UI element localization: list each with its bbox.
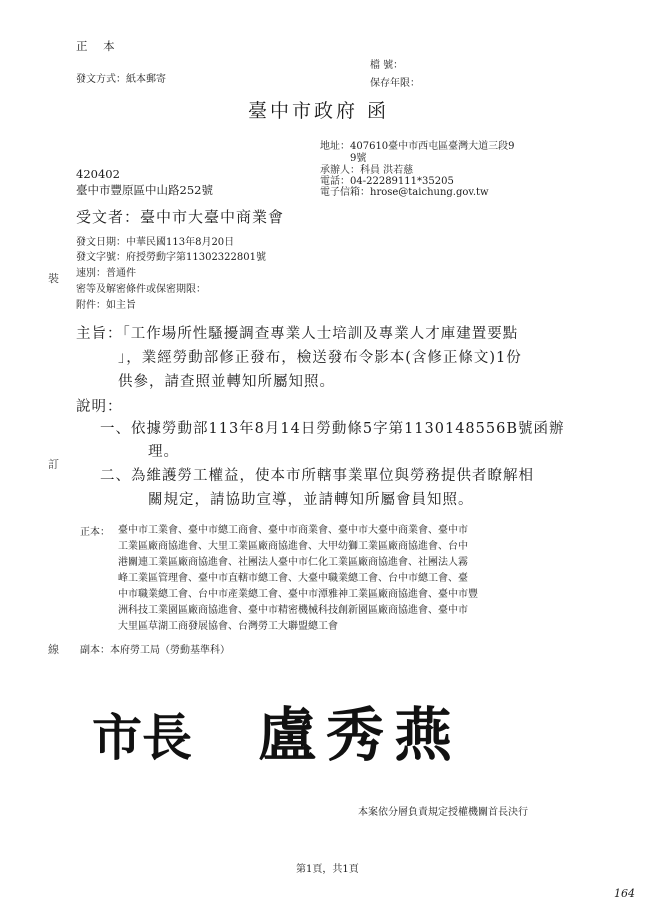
send-method: 發文方式：紙本郵寄 (76, 74, 166, 85)
secrecy: 密等及解密條件或保密期限： (76, 284, 206, 295)
mayor-name-signature: 盧秀燕 (258, 701, 463, 769)
retention-label: 保存年限： (370, 78, 420, 89)
sender-address: 地址：407610臺中市西屯區臺灣大道三段9 (320, 141, 515, 152)
phone: 電話：04-22289111*35205 (320, 176, 454, 187)
sender-address-cont: 9號 (350, 153, 367, 164)
main-recipients-line: 工業區廠商協進會、大里工業區廠商協進會、大甲幼獅工業區廠商協進會、台中 (118, 541, 468, 552)
recipient-street: 臺中市豐原區中山路252號 (76, 183, 213, 197)
copy-type: 正 本 (76, 39, 121, 53)
copy-recipients: 副本：本府勞工局（勞動基準科） (80, 645, 230, 656)
subject-line-2: 」，業經勞動部修正發布，檢送發布令影本(含修正條文)1份 (118, 350, 522, 366)
mayor-title-signature: 市長 (92, 708, 192, 767)
addressee: 受文者：臺中市大臺中商業會 (76, 208, 285, 226)
document-title: 臺中市政府 函 (248, 100, 390, 122)
attachment: 附件：如主旨 (76, 300, 136, 311)
document-number: 發文字號：府授勞動字第11302322801號 (76, 252, 266, 263)
binding-mark-bottom: 線 (48, 643, 59, 656)
handler: 承辦人：科員 洪若慈 (320, 165, 414, 176)
main-recipients (118, 523, 478, 635)
explanation-item-1-line-2: 理。 (148, 444, 179, 460)
speed: 速別：普通件 (76, 268, 136, 279)
email: 電子信箱：hrose@taichung.gov.tw (320, 187, 489, 198)
delegation-note: 本案依分層負責規定授權機關首長決行 (358, 807, 528, 818)
main-recipients-label: 正本： (80, 527, 110, 538)
explanation-item-2-line-1: 二、為維護勞工權益，使本市所轄事業單位與勞務提供者瞭解相 (100, 468, 534, 484)
page-number: 第1頁，共1頁 (296, 864, 359, 875)
recipient-postcode: 420402 (76, 167, 120, 181)
issue-date: 發文日期：中華民國113年8月20日 (76, 237, 235, 248)
main-recipients-line: 洲科技工業園區廠商協進會、臺中市精密機械科技創新園區廠商協進會、臺中市 (118, 605, 468, 616)
file-number-label: 檔 號： (370, 60, 404, 71)
explanation-item-2-line-2: 關規定，請協助宣導，並請轉知所屬會員知照。 (148, 492, 474, 508)
explanation-item-1-line-1: 一、依據勞動部113年8月14日勞動條5字第1130148556B號函辦 (100, 421, 565, 437)
binding-mark-middle: 訂 (48, 458, 59, 471)
handwritten-number: 164 (614, 887, 635, 900)
main-recipients-line: 臺中市工業會、臺中市總工商會、臺中市商業會、臺中市大臺中商業會、臺中市 (118, 525, 468, 536)
main-recipients-line: 峰工業區管理會、臺中市直轄市總工會、大臺中職業總工會、台中市總工會、臺 (118, 573, 468, 584)
explanation-label: 說明： (76, 399, 123, 415)
subject-line-1: 主旨：「工作場所性騷擾調查專業人士培訓及專業人才庫建置要點 (76, 326, 519, 342)
main-recipients-line: 大里區草湖工商發展協會、台灣勞工大聯盟總工會 (118, 621, 338, 632)
subject-line-3: 供參，請查照並轉知所屬知照。 (118, 374, 335, 390)
binding-mark-top: 裝 (48, 272, 59, 285)
main-recipients-line: 港關連工業區廠商協進會、社團法人臺中市仁化工業區廠商協進會、社團法人霧 (118, 557, 468, 568)
main-recipients-line: 中市職業總工會、台中市產業總工會、臺中市潭雅神工業區廠商協進會、臺中市豐 (118, 589, 478, 600)
